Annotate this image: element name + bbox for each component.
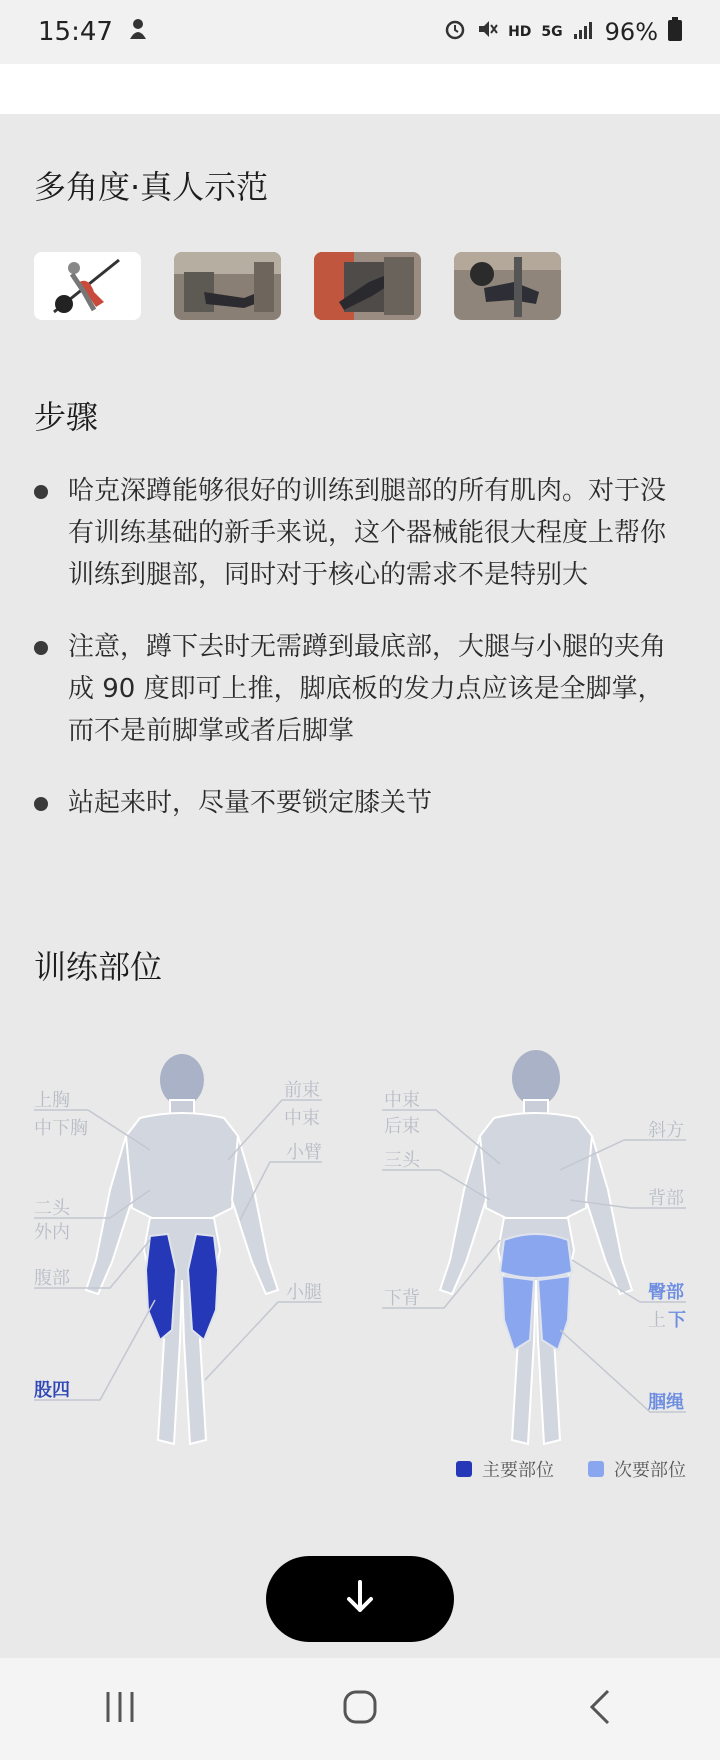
demo-thumb-photo-1[interactable] <box>174 252 281 320</box>
label-back: 背部 <box>648 1188 684 1209</box>
label-forearm: 小臂 <box>286 1142 322 1163</box>
list-item <box>34 782 674 824</box>
label-traps: 斜方 <box>648 1120 684 1141</box>
label-glute-upper: 上 <box>648 1310 666 1331</box>
step-text: 站起来时，尽量不要锁定膝关节 <box>68 788 433 818</box>
battery-level: 96% <box>604 18 658 46</box>
label-outer-inner: 外内 <box>34 1222 70 1243</box>
legend-primary-swatch <box>456 1461 472 1477</box>
hamstring-right <box>538 1276 570 1350</box>
battery-icon <box>668 17 682 47</box>
section-title-steps: 步骤 <box>34 398 99 436</box>
section-title-muscles: 训练部位 <box>34 948 163 986</box>
recent-apps-button[interactable] <box>80 1679 160 1739</box>
label-triceps: 三头 <box>384 1150 420 1171</box>
hamstring-left <box>502 1276 534 1350</box>
label-quads: 股四 <box>34 1380 70 1401</box>
label-front-delt: 前束 <box>284 1080 320 1101</box>
home-button[interactable] <box>320 1679 400 1739</box>
alarm-icon <box>444 18 466 46</box>
muscle-diagram <box>0 1040 720 1480</box>
label-biceps: 二头 <box>34 1198 70 1219</box>
system-nav-bar <box>0 1658 720 1760</box>
header-strip <box>0 64 720 114</box>
label-lower-back: 下背 <box>384 1288 420 1309</box>
demo-thumb-illustration[interactable] <box>34 252 141 320</box>
hd-indicator: HD <box>508 24 532 40</box>
signal-icon <box>573 18 595 46</box>
arrow-down-icon <box>345 1580 375 1618</box>
demo-thumbnails <box>34 252 561 320</box>
step-text: 注意，蹲下去时无需蹲到最底部，大腿与小腿的夹角成 90 度即可上推，脚底板的发力点应该是全脚掌，而不是前脚掌或者后脚掌 <box>68 632 667 746</box>
list-item <box>34 470 674 596</box>
steps-list <box>34 470 674 854</box>
status-bar <box>0 0 720 64</box>
muscle-diagram-svg <box>0 1040 720 1480</box>
bullet-icon <box>34 797 48 811</box>
label-glutes: 臀部 <box>648 1282 684 1303</box>
legend-secondary-label: 次要部位 <box>614 1460 686 1481</box>
label-abs: 腹部 <box>34 1268 70 1289</box>
front-body-figure <box>86 1054 278 1444</box>
label-mid-lower-chest: 中下胸 <box>34 1118 88 1139</box>
legend-secondary-swatch <box>588 1461 604 1477</box>
scroll-down-button[interactable] <box>266 1556 454 1642</box>
legend-primary-label: 主要部位 <box>482 1460 554 1481</box>
label-back-mid-delt: 中束 <box>384 1090 420 1111</box>
bullet-icon <box>34 641 48 655</box>
bullet-icon <box>34 485 48 499</box>
notification-icon <box>127 17 149 48</box>
mute-icon <box>476 18 498 46</box>
list-item <box>34 626 674 752</box>
status-time: 15:47 <box>38 17 113 47</box>
back-icon <box>588 1689 612 1729</box>
label-rear-delt: 后束 <box>384 1116 420 1137</box>
quad-right <box>188 1234 218 1340</box>
quad-left <box>146 1234 176 1340</box>
label-mid-delt: 中束 <box>284 1108 320 1129</box>
recent-apps-icon <box>102 1690 138 1728</box>
demo-thumb-photo-2[interactable] <box>314 252 421 320</box>
label-calf: 小腿 <box>286 1282 322 1303</box>
home-icon <box>342 1689 378 1729</box>
glutes <box>500 1234 572 1278</box>
step-text: 哈克深蹲能够很好的训练到腿部的所有肌肉。对于没有训练基础的新手来说，这个器械能很大程度上帮你训练到腿部，同时对于核心的需求不是特别大 <box>68 476 667 590</box>
back-button[interactable] <box>560 1679 640 1739</box>
section-title-demo: 多角度·真人示范 <box>34 168 269 206</box>
network-indicator: 5G <box>541 24 563 40</box>
label-hamstrings: 腘绳 <box>648 1392 684 1413</box>
muscle-legend <box>456 1456 686 1482</box>
label-upper-chest: 上胸 <box>34 1090 70 1111</box>
label-glute-lower: 下 <box>668 1310 686 1331</box>
demo-thumb-photo-3[interactable] <box>454 252 561 320</box>
